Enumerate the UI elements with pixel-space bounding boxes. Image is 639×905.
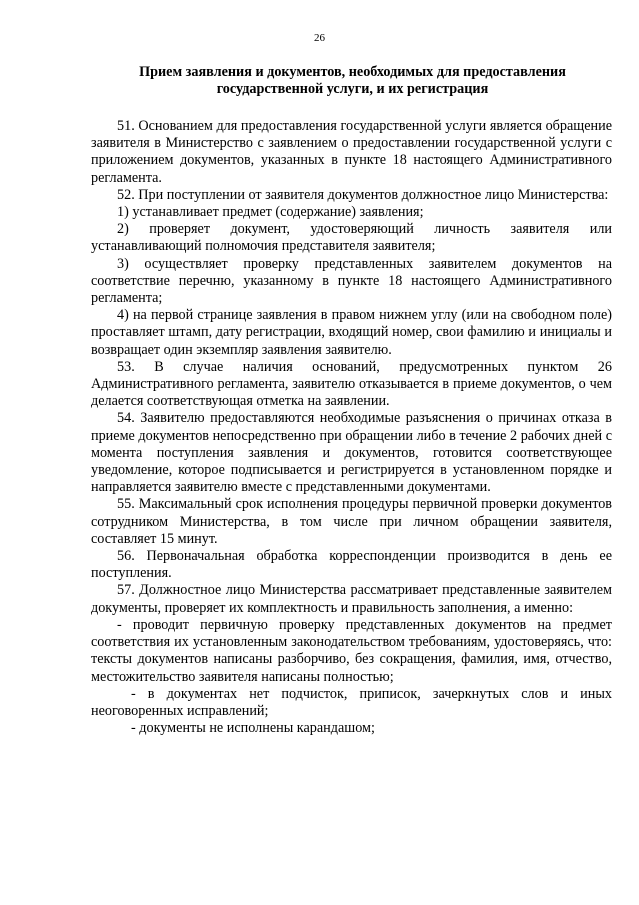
paragraph-54: 54. Заявителю предоставляются необходимые разъяснения о причинах отказа в приеме документов непосредственно при обращении либо в течение 2 рабочих дней с момента поступления заявления и документов, готовится соответствующее уведомление, которое подписывается и регистрируется в установленном порядке и направляется заявителю вместе с представленными документами. [91, 410, 612, 496]
paragraph-51: 51. Основанием для предоставления государственной услуги является обращение заявителя в Министерство с заявлением о предоставлении государственной услуги с приложением документов, указанных в пункте 18 настоящего Административного регламента. [91, 118, 612, 186]
section-heading [90, 64, 615, 98]
list-item-52-3: 3) осуществляет проверку представленных заявителем документов на соответствие перечню, указанному в пункте 18 настоящего Административного регламента; [91, 255, 612, 307]
list-item-52-2: 2) проверяет документ, удостоверяющий личность заявителя или устанавливающий полномочия представителя заявителя; [91, 221, 612, 255]
dash-item-3: - документы не исполнены карандашом; [131, 720, 375, 737]
paragraph-55: 55. Максимальный срок исполнения процедуры первичной проверки документов сотрудником Министерства, в том числе при личном обращении заявителя, составляет 15 минут. [91, 496, 612, 547]
paragraph-56: 56. Первоначальная обработка корреспонденции производится в день ее поступления. [91, 548, 612, 582]
list-item-52-1: 1) устанавливает предмет (содержание) заявления; [117, 204, 424, 221]
paragraph-57: 57. Должностное лицо Министерства рассматривает представленные заявителем документы, проверяет их комплектность и правильность заполнения, а именно: [91, 582, 612, 616]
document-body [91, 118, 612, 737]
dash-item-1: - проводит первичную проверку представленных документов на предмет соответствия их установленным законодательством требованиям, удостоверяясь, что: тексты документов написаны разборчиво, без сокращения, фамилия, имя, отчество, местожительство заявителя написаны полностью; [91, 616, 612, 685]
list-item-52-4: 4) на первой странице заявления в правом нижнем углу (или на свободном поле) проставляет штамп, дату регистрации, входящий номер, свои фамилию и инициалы и возвращает один экземпляр заявления заявителю. [91, 307, 612, 358]
section-heading-line-1: Прием заявления и документов, необходимых для предоставления [139, 64, 566, 80]
paragraph-52: 52. При поступлении от заявителя документов должностное лицо Министерства: [117, 186, 609, 203]
section-heading-line-2: государственной услуги, и их регистрация [216, 81, 489, 97]
dash-item-2: - в документах нет подчисток, приписок, зачеркнутых слов и иных неоговоренных исправлений; [91, 685, 612, 719]
paragraph-53: 53. В случае наличия оснований, предусмотренных пунктом 26 Административного регламента, заявителю отказывается в приеме документов, о чем делается соответствующая отметка на заявлении. [91, 358, 612, 410]
page-number: 26 [314, 32, 325, 44]
